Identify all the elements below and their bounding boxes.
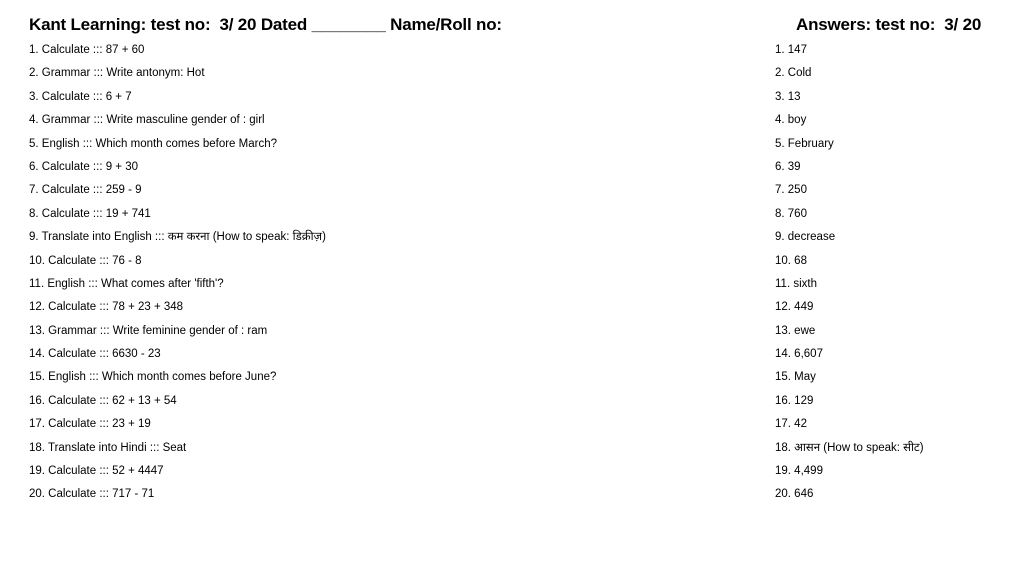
question-item: 15. English ::: Which month comes before June? — [29, 371, 277, 384]
answers-title: Answers: test no: 3/ 20 — [796, 15, 982, 34]
answer-item: 17. 42 — [775, 418, 807, 431]
question-item: 9. Translate into English ::: कम करना (How to speak: डिक्रीज़) — [29, 231, 326, 244]
question-item: 11. English ::: What comes after 'fifth'? — [29, 277, 224, 290]
answer-item: 12. 449 — [775, 301, 814, 314]
answer-item: 18. आसन (How to speak: सीट) — [775, 441, 924, 454]
answer-item: 3. 13 — [775, 90, 801, 103]
question-item: 17. Calculate ::: 23 + 19 — [29, 418, 151, 431]
question-item: 19. Calculate ::: 52 + 4447 — [29, 465, 164, 478]
question-item: 8. Calculate ::: 19 + 741 — [29, 207, 151, 220]
questions-list — [29, 41, 749, 509]
answer-item: 16. 129 — [775, 394, 814, 407]
question-item: 10. Calculate ::: 76 - 8 — [29, 254, 142, 267]
question-item: 6. Calculate ::: 9 + 30 — [29, 160, 138, 173]
answers-list — [775, 41, 1015, 509]
question-item: 3. Calculate ::: 6 + 7 — [29, 90, 132, 103]
answer-item: 19. 4,499 — [775, 465, 823, 478]
question-item: 1. Calculate ::: 87 + 60 — [29, 44, 145, 56]
answer-item: 1. 147 — [775, 44, 807, 56]
question-item: 18. Translate into Hindi ::: Seat — [29, 441, 187, 454]
answer-item: 13. ewe — [775, 324, 816, 337]
question-item: 5. English ::: Which month comes before March? — [29, 137, 277, 150]
answer-item: 6. 39 — [775, 160, 801, 173]
question-item: 13. Grammar ::: Write feminine gender of : ram — [29, 324, 268, 337]
answer-item: 11. sixth — [775, 277, 817, 290]
answer-item: 7. 250 — [775, 184, 807, 197]
question-item: 12. Calculate ::: 78 + 23 + 348 — [29, 301, 184, 314]
answer-item: 4. boy — [775, 114, 807, 127]
answer-item: 9. decrease — [775, 231, 836, 244]
answer-item: 8. 760 — [775, 207, 807, 220]
question-item: 2. Grammar ::: Write antonym: Hot — [29, 67, 205, 80]
question-item: 20. Calculate ::: 717 - 71 — [29, 488, 155, 501]
answer-item: 2. Cold — [775, 67, 812, 80]
answer-item: 10. 68 — [775, 254, 807, 267]
test-title: Kant Learning: test no: 3/ 20 Dated ________ Name/Roll no: — [29, 15, 502, 34]
answer-item: 15. May — [775, 371, 816, 384]
question-item: 4. Grammar ::: Write masculine gender of : girl — [29, 114, 265, 127]
question-item: 16. Calculate ::: 62 + 13 + 54 — [29, 394, 177, 407]
answer-item: 5. February — [775, 137, 834, 150]
answer-item: 20. 646 — [775, 488, 814, 501]
question-item: 7. Calculate ::: 259 - 9 — [29, 184, 142, 197]
question-item: 14. Calculate ::: 6630 - 23 — [29, 348, 161, 361]
answer-item: 14. 6,607 — [775, 348, 823, 361]
